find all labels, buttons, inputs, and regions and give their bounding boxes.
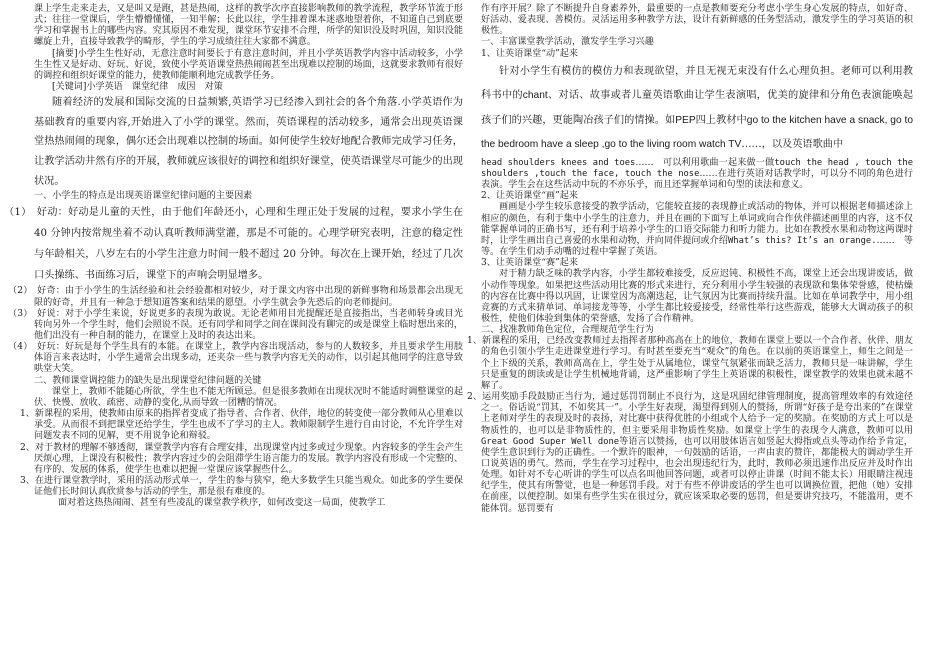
text-touch-phrases: touch the head , touch the shoulders ,touch the face, touch the nose [481,157,913,179]
text-draw-a: 画画是小学生较乐意接受的教学活动，它能较直接的表现静止或活动的物体，并可以根据老师描述涂上相应的颜色，有利于集中小学生的注意力，并且在画的下面写上单词或向合作伙伴描述画里的内容，这不仅能掌握单词的正确书写，还有利于培养小学生的口语交际能力和听力能力。比如在教授水果和动物这两课时时，让学生画出自己喜爱的水果和动物，并向同伴提问或介绍 [481,202,913,246]
list-item-textbook: 2、对于教材的理解不够透彻，课堂教学内容有合理安排，出现课堂内过多或过少现象。内容较多的学生会产生厌烦心理，上课没有积极性；教学内容过少的会阻滞学生语言能力的发展。教学内容没有形成一个完整的、有序的、发展的体系，使学生也难以把握一堂课应该掌握些什么。 [20,442,463,475]
heading-section-2: 二、教师课堂调控能力的缺失是出现课堂纪律问题的关键 [34,375,262,386]
list-item-curious: （2） 好奇：由于小学生的生活经验和社会经验都相对较少，对于课文内容中出现的新鲜事物和场景都会出现无限的好奇，并且有一种急于想知道答案和结果的愿望。小学生就会争先恐后的向老师提问。 [8,286,463,308]
abstract: [摘要]小学生生性好动，无意注意时间要长于有意注意时间，并且小学英语教学内容中活动较多，小学生生性又是好动、好玩、好说，致使小学英语课堂热热闹闹甚至出现难以控制的场面，这就要求教师有很好的调控和组织好课堂的能力，使教师能顺利地完成教学任务。 [34,48,463,81]
subheading-move: 1、让英语课堂“动”起来 [481,48,578,59]
heading-teacher-role: 二、找准教师角色定位，合理规范学生行为 [481,325,654,336]
text-draw-english: What’s this? It’s an orange. [727,235,877,246]
paragraph-transition: 面对着这热热闹闹、甚至有些凌乱的课堂教学秩序，如何改变这一局面，使教学工 [58,498,386,509]
text-chant: chant、 [522,90,559,102]
paragraph-intro-continued: 课上学生走来走去，又是叫又是跑，甚是热闹，这样的教学次序直接影响教师的教学流程，教学环节流于形式；往往一堂课后，学生懵懵懂懂，一知半解；长此以往，学生排着课本迷惑地望着你，不知道自己到底要学习和掌握书上的哪些内容。究其原因不难发现，课堂环节安排不合理，所学的知识没及时巩固，知识没能螺旋上升，直接导致教学的畸形，学生的学习成绩往往大家都不满意。 [34,4,463,48]
paragraph-background: 随着经济的发展和国际交流的日益频繁,英语学习已经渗入到社会的各个角落.小学英语作为基础教育的重要内容,开始进入了小学的课堂。然而，英语课程的活动较多，通常会出现英语课堂热热闹闹的现象，偶尔还会出现难以控制的场面。如何使学生较好地配合教师完成学习任务，让教学活动井然有序的开展，教师就应该很好的调控和组织好课堂，使英语课堂尽可能少的出现状况。 [34,97,463,187]
text-move-c: 四上教材中 [695,114,747,126]
text-move-b: 对话、故事或者儿童英语歌曲让学生表演唱，优美的旋律和分角色表演能唤起孩子们的兴趣，更能陶冶孩子们的情操。如 [481,90,914,126]
heading-section-1: 一、小学生的特点是出现英语课堂纪律问题的主要因素 [34,191,253,202]
text-draw-b: …… 等等。在学生们动手动嘴的过程中掌握了英语。 [481,235,913,258]
text-reward-a: 2、运用奖励手段鼓励正当行为，通过惩罚罚制止不良行为，这是巩固纪律管理制度，提高管理效率的有效途径之一。俗话说“罚其，不如奖其一”。小学生好表现，渴望得到别人的赞扬，所谓“好孩子是夸出来的”在课堂上老师对学生的表现及时的表扬，对比赛中获得优胜的小组或个人给予一定的奖励。在奖励的方式上可以是物质性的，也可以是非物质性的，但主要采用非物质性奖励。如课堂上学生的表现令人满意，教师可以用 [467,392,913,436]
text-song-a: …… 可以利用歌曲一起来做一做 [635,157,775,168]
heading-enrich-activities: 一、丰富课堂教学活动，激发学生学习兴趣 [481,37,654,48]
list-item-talkative: （3） 好说：对于小学生来说，好说更多的表现为敢说。无论老师用目光提醒还是直接指出，当老师转身或目光转向另外一个学生时，他们会照说不误。还有同学和同学之间在课间没有聊完的或是课堂上临时想出来的，他们出没有一种自制的能力，在课堂上及时的表达出来。 [8,308,463,341]
text-song-b: ……在进行英语对话教学时，可以分不同的角色进行表演。学生会在这些活动中玩的不亦乐乎，而且还掌握单词和句型的读法和意义。 [481,168,913,191]
list-item-role-change: 1、新课程的采用，已经改变教师过去指挥者那种高高在上的地位，教师在课堂上要以一个合作者、伙伴、朋友的角色引领小学生走进课堂进行学习。有时甚至要充当“观众”的角色。在以前的英语课堂上，师生之间是一个上下级的关系，教师高高在上，学生处于从属地位，课堂气氛紧张而缺乏活力，教师只是一味讲解，学生只是重复的朗读或是让学生机械地背诵，这严重影响了学生上英语课的积极性，课堂教学的效果也就未越不解了。 [467,336,913,391]
text-praise-words: Great Good Super Well done [481,436,620,447]
list-item-activity-form: 3、在进行课堂教学时，采用的活动形式单一，学生的参与狭窄，绝大多数学生只能当观众。如此多的学生要保证他们长时间认真欣赏参与活动的学生，那是很有难度的。 [20,476,463,498]
paragraph-song [481,158,913,191]
list-item-playful: （4） 好玩：好玩是每个学生具有的本能。在课堂上，教学内容出现活动，参与的人数较多，并且要求学生用肢体语言来表达时，小学生通常会出现多动，还夹杂一些与教学内容无关的动作，以引起其他同学的注意导致哄堂大笑。 [8,342,463,375]
right-column [467,4,914,515]
subheading-compete: 3、让英语课堂“赛”起来 [481,258,578,269]
left-column [4,4,463,510]
list-item-active: （1） 好动：好动是儿童的天性，由于他们年龄还小，心理和生理正处于发展的过程，要求小学生在 40 分钟内按常规坐着不动认真听教师满堂灌，那是不可能的。心理学研究表明，注意的稳定性与年龄相关，八岁左右的小学生注意力时间一般不超过 20 分钟。每次在上课开始，经过了几次口头操练、书面练习后，课堂下的声响会明显增多。 [4,207,463,282]
paragraph-compete: 对于精力缺乏味的教学内容，小学生都较难接受，反应迟钝、积极性不高，课堂上还会出现讲废话，做小动作等现象。如果把这些活动用比赛的形式来进行，充分利用小学生较强的表现欲和集体荣誉感，使枯燥的内容在比赛中得以巩固，让课堂因为高潮迭起，让气氛因为比赛而持续升温。比如在单词教学中，用小组竞赛的方式来猜单词、单词接龙等等，小学生都比较爱接受，经常性举行这些游戏，能够大大调动孩子的积极性，使他们体验到集体的荣誉感，发扬了合作精神。 [481,269,913,324]
text-english-phrases: go to the kitchen have a snack, go to the bedroom have a sleep ,go to the living room watch TV [481,114,914,151]
keywords: [关键词]小学英语 课堂纪律 成因 对策 [52,82,223,93]
text-move-a: 针对小学生有模仿的模仿力和表现欲望，并且无视无束没有什么心理负担。老师可以利用教科书中的 [481,65,913,102]
paragraph-teacher-control: 课堂上，教师不能随心所欲，学生也不能无所顾忌。但是很多教师在出现状况时不能适时调整课堂的起伏、快慢、放收、疏密、动静的变化,从而导致一团糟的情况。 [34,386,463,408]
paragraph-draw [481,202,913,258]
text-pep: PEP [675,114,696,126]
text-song-title: head shoulders knees and toes [481,157,636,168]
paragraph-move [481,60,913,158]
paragraph-transition-continued: 作有序开展？除了不断提升自身素养外，最重要的一点是教师要充分考虑小学生身心发展的特点，如好奇、好活动、爱表现、善模仿。灵活运用多种教学方法，设计有新鲜感的任务型活动，激发学生的学习英语的积极性。 [481,4,913,37]
text-reward-b: 等语言以赞扬，也可以用肢体语言如竖起大拇指或点头等动作给予肯定，使学生意识到行为的正确性。一个默许的眼神，一句鼓励的话语，一声由衷的赞许，都能极大的调动学生开口说英语的勇气。然而，学生在学习过程中，也会出现违纪行为，此时，教师必须迅速作出反应并及时作出处理。如针对不专心听讲的学生可以点名叫他回答问题，或者可以停止讲课（时间不能太长）用眼睛注视违纪学生，使其有所警觉，也是一种惩罚手段。对于有些不停讲废话的学生也可以调换位置，把他（她）安排在前座，以便控制。如果有些学生实在很过分，就应该采取必要的惩罚，但是要讲究技巧，不能滥用，更不能体罚。惩罚要有 [481,436,913,514]
list-item-new-curriculum: 1、新课程的采用，使教师由原来的指挥者变成了指导者、合作者、伙伴，地位的转变使一部分教师从心里难以承受。从而很不到把课堂还给学生，学生也成不了学习的主人。教师限制学生进行自由讨论，不允许学生对问题发表不同的见解，更不用说争论和辩驳。 [20,409,463,442]
list-item-reward [467,392,913,515]
text-move-d: ……，以及英语歌曲中 [741,139,844,151]
subheading-draw: 2、让英语课堂“画”起来 [481,191,578,202]
